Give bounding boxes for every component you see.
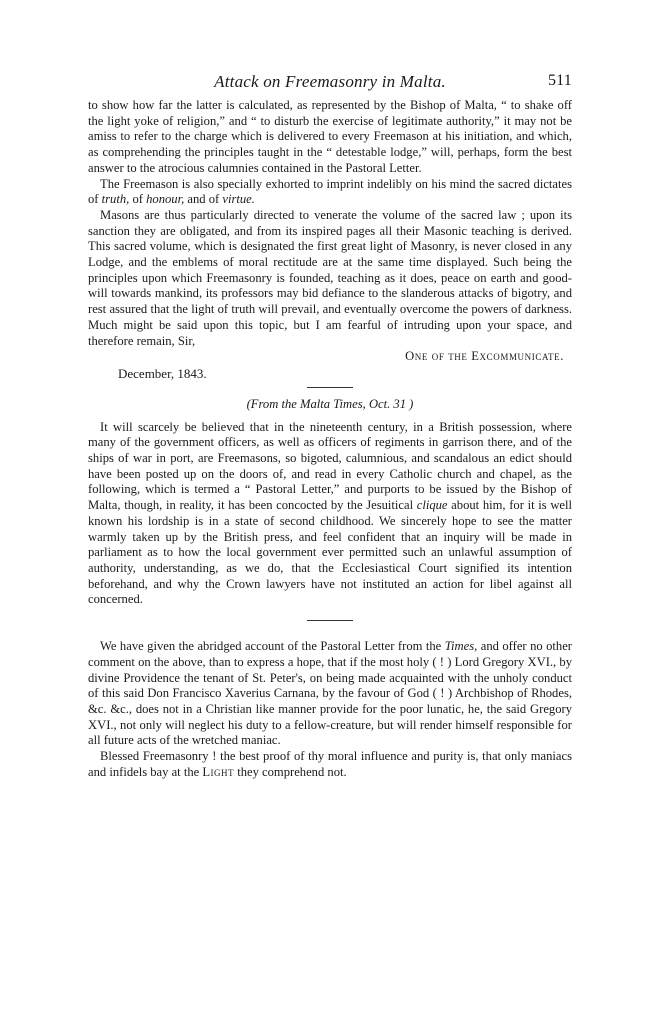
closing-paragraph-2 <box>88 749 572 780</box>
running-header <box>88 72 572 98</box>
section-gap <box>88 621 572 639</box>
article-paragraph-1 <box>88 420 572 608</box>
article-paragraph-1-text-a: It will scarcely be believed that in the nineteenth century, in a British possession, where many of the government officers, as well as officers of regiments in garrison there, and of the ships of war in port, are Freemasons, so bigoted, calumnious, and scandalous an edict should have been posted up on the doors of, and read in every Catholic church and chapel, as the following, which is termed a “ Pastoral Letter,” and purports to be issued by the Bishop of Malta, though, in reality, it has been concocted by the Jesuitical <box>88 419 572 513</box>
article-section <box>88 420 572 608</box>
book-page <box>88 72 572 780</box>
letter-paragraph-2-joiner-2: and of <box>184 192 223 207</box>
letter-section <box>88 98 572 349</box>
page-number: 511 <box>547 72 572 89</box>
source-name: Malta Times, <box>300 396 366 411</box>
closing-paragraph-1-text-a: We have given the abridged account of the Pastoral Letter from the <box>100 639 445 654</box>
emphasis-virtue: virtue. <box>222 192 255 207</box>
small-caps-light: Light <box>202 764 235 779</box>
letter-paragraph-3: Masons are thus particularly directed to venerate the volume of the sacred law ; upon its sanction they are obligated, and from its inspired pages all their Masonic teaching is derived. This sacred volume, which is designated the first great light of Masonry, is never closed in any Lodge, and the emblems of moral rectitude are at the same time displayed. Such being the principles upon which Freemasonry is founded, teaching as it does, peace on earth and good-will towards mankind, its professors may bid defiance to the slanderous attacks of bigotry, and rest assured that the light of truth will prevail, and eventually overcome the powers of darkness. Much might be said upon this topic, but I am fearful of intruding upon your space, and therefore remain, Sir, <box>88 207 572 348</box>
closing-paragraph-2-text-a: Blessed Freemasonry ! the best proof of thy moral influence and purity is, that only maniacs and infidels bay at the <box>88 749 572 779</box>
letter-signature: One of the Excommunicate. <box>405 349 564 364</box>
closing-section <box>88 639 572 780</box>
letter-paragraph-1: to show how far the latter is calculated, as represented by the Bishop of Malta, “ to shake off the light yoke of religion,” and “ to disturb the exercise of legitimate authority,” it may not be amiss to refer to the charge which is delivered to every Freemason at his initiation, and which, as comprehending the principles taught in the “ detestable lodge,” will, perhaps, form the best answer to the atrocious calumnies contained in the Pastoral Letter. <box>88 98 572 175</box>
article-paragraph-1-text-b: about him, for it is well known his lordship is in a state of second childhood. We sincerely hope to see the matter warmly taken up by the British press, and feel confident that an inquiry will be made in parliament as to how the local government ever permitted such an unlawful assumption of authority, understanding, as we do, that the Ecclesiastical Court signified its intention beforehand, and why the Crown lawyers have not instituted an action for libel against all concerned. <box>88 498 573 607</box>
emphasis-clique: clique <box>416 498 448 513</box>
emphasis-truth: truth, <box>101 192 130 207</box>
closing-paragraph-1 <box>88 639 572 749</box>
letter-paragraph-2-joiner-1: of <box>129 192 147 207</box>
letter-paragraph-2 <box>88 177 572 208</box>
source-prefix: (From the <box>246 396 301 411</box>
closing-paragraph-1-text-b: and offer no other comment on the above, than to express a hope, that if the most holy ( ! ) Lord Gregory XVI., by divine Providence the tenant of St. Peter's, on being made acquainted with the unholy conduct of this said Don Francisco Xaverius Carnana, by the favour of God ( ! ) Archbishop of Rhodes, &c. &c., does not in a Christian like manner provide for the poor lunatic, he, the said Gregory XVI., not only will neglect his duty to a fellow-creature, but will render himself responsible for all future acts of the wretched maniac. <box>88 639 572 748</box>
source-suffix: Oct. 31 ) <box>365 396 414 411</box>
emphasis-honour: honour, <box>146 192 185 207</box>
closing-paragraph-2-text-b: they comprehend not. <box>234 764 347 779</box>
emphasis-times: Times, <box>444 639 478 654</box>
source-line <box>88 397 572 413</box>
running-title: Attack on Freemasonry in Malta. <box>214 72 446 91</box>
letter-date: December, 1843. <box>118 365 207 381</box>
section-divider-1 <box>307 387 353 388</box>
letter-paragraph-2-text: The Freemason is also specially exhorted to imprint indelibly on his mind the sacred dictates of <box>88 176 572 207</box>
